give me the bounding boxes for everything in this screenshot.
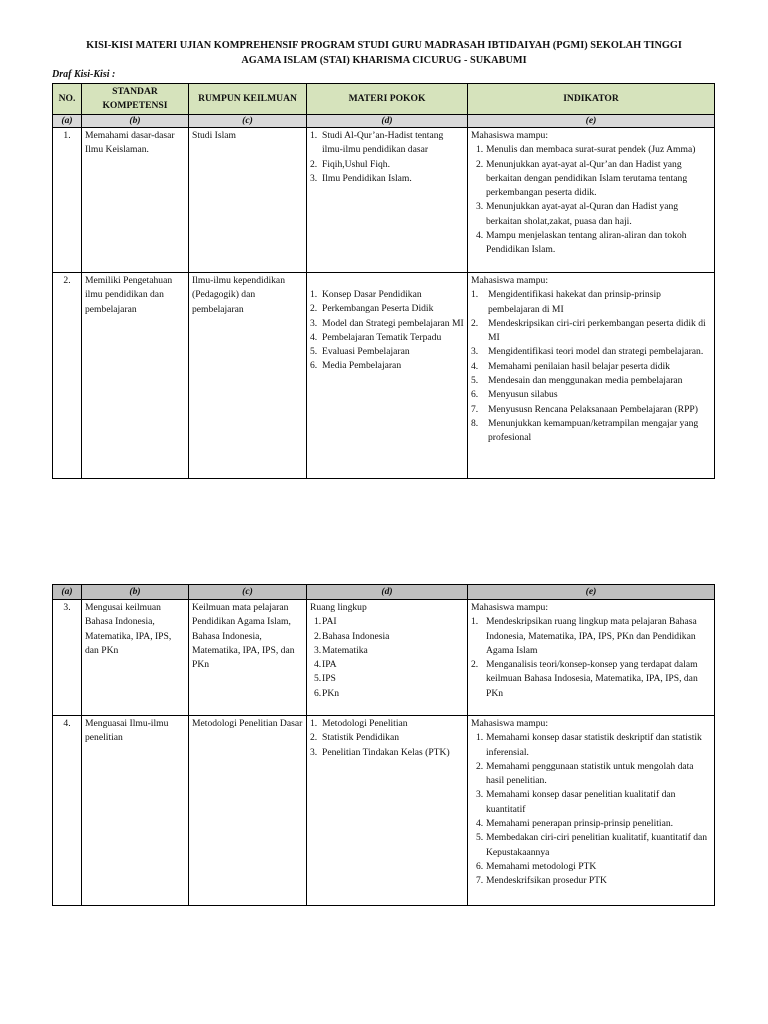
letter-a: (a): [53, 115, 82, 128]
list-item: 5. Membedakan ciri-ciri penelitian kualitatif, kuantitatif dan Kepustakaannya: [476, 832, 708, 858]
letter-a: (a): [53, 585, 82, 600]
standar-kompetensi: Memiliki Pengetahuan ilmu pendidikan dan pembelajaran: [82, 273, 189, 479]
column-letter-row: [53, 115, 715, 128]
draf-label: Draf Kisi-Kisi :: [52, 69, 116, 80]
list-item: 4. IPA: [314, 659, 337, 671]
list-item: 5. Mendesain dan menggunakan media pembelajaran: [471, 375, 683, 387]
header-row: [53, 84, 715, 115]
list-item: 3. Model dan Strategi pembelajaran MI: [310, 317, 464, 329]
list-item: 4. Memahami penilaian hasil belajar peserta didik: [471, 360, 670, 372]
list-item: 4. Memahami penerapan prinsip-prinsip penelitian.: [476, 818, 674, 830]
materi-pokok: [307, 716, 468, 906]
list-item: 2. Fiqih,Ushul Fiqh.: [310, 158, 390, 170]
header-rumpun: RUMPUN KEILMUAN: [189, 84, 307, 115]
list-item: 1. Memahami konsep dasar statistik deskriptif dan statistik inferensial.: [476, 732, 702, 758]
title-line-1: KISI-KISI MATERI UJIAN KOMPREHENSIF PROGRAM STUDI GURU MADRASAH IBTIDAIYAH (PGMI) SEKOLAH TINGGI: [86, 40, 682, 51]
row-number: 1.: [53, 128, 82, 273]
list-item: 2. Bahasa Indonesia: [314, 630, 390, 642]
header-standar: STANDAR KOMPETENSI: [82, 84, 189, 115]
letter-e: (e): [468, 585, 715, 600]
list-item: 6. Memahami metodologi PTK: [476, 860, 597, 872]
header-indikator: INDIKATOR: [468, 84, 715, 115]
indikator: [468, 600, 715, 716]
list-item: 6. PKn: [314, 687, 340, 699]
row-number: 4.: [53, 716, 82, 906]
letter-b: (b): [82, 585, 189, 600]
list-item: 3. Penelitian Tindakan Kelas (PTK): [310, 746, 450, 758]
table-row: [53, 716, 715, 906]
header-materi: MATERI POKOK: [307, 84, 468, 115]
list-item: 3. Matematika: [314, 644, 368, 656]
list-item: 2. Perkembangan Peserta Didik: [310, 303, 434, 315]
rumpun-keilmuan: Ilmu-ilmu kependidikan (Pedagogik) dan pembelajaran: [189, 273, 307, 479]
document-title: [52, 38, 716, 68]
list-item: 2. Menunjukkan ayat-ayat al-Qur’an dan Hadist yang berkaitan dengan pendidikan Islam terutama tentang perkembangan peserta didik.: [476, 158, 688, 199]
materi-pokok: [307, 128, 468, 273]
materi-pokok: [307, 273, 468, 479]
list-item: 2. Memahami penggunaan statistik untuk mengolah data hasil penelitian.: [476, 760, 694, 787]
letter-d: (d): [307, 115, 468, 128]
indikator-intro: Mahasiswa mampu:: [471, 602, 549, 613]
standar-kompetensi: Memahami dasar-dasar Ilmu Keislaman.: [82, 128, 189, 273]
indikator-intro: Mahasiswa mampu:: [471, 275, 549, 286]
materi-pokok: [307, 600, 468, 716]
list-item: 1. Mendeskripsikan ruang lingkup mata pelajaran Bahasa Indonesia, Matematika, IPA, IPS, PKn dan Pendidikan Agama Islam: [471, 616, 697, 656]
list-item: 1. Studi Al-Qur’an-Hadist tentang ilmu-ilmu pendidikan dasar: [310, 130, 444, 156]
standar-kompetensi: Menguasai Ilmu-ilmu penelitian: [82, 716, 189, 906]
list-item: 3. Mengidentifikasi teori model dan strategi pembelajaran.: [471, 346, 704, 358]
indikator: [468, 716, 715, 906]
indikator: [468, 128, 715, 273]
list-item: 2. Menganalisis teori/konsep-konsep yang terdapat dalam keilmuan Bahasa Indosesia, Matematika, IPA, IPS, dan PKn: [471, 659, 698, 699]
letter-d: (d): [307, 585, 468, 600]
kisi-table-1: [52, 83, 715, 479]
letter-c: (c): [189, 585, 307, 600]
list-item: 1. Metodologi Penelitian: [310, 718, 408, 729]
indikator-intro: Mahasiswa mampu:: [471, 130, 549, 141]
column-letter-row: [53, 585, 715, 600]
list-item: 4. Pembelajaran Tematik Terpadu: [310, 331, 442, 343]
rumpun-keilmuan: Studi Islam: [189, 128, 307, 273]
standar-kompetensi: Mengusai keilmuan Bahasa Indonesia, Matematika, IPA, IPS, dan PKn: [82, 600, 189, 716]
indikator: [468, 273, 715, 479]
table-row: [53, 128, 715, 273]
rumpun-keilmuan: Keilmuan mata pelajaran Pendidikan Agama Islam, Bahasa Indonesia, Matematika, IPA, IPS, dan PKn: [189, 600, 307, 716]
table-row: [53, 600, 715, 716]
row-number: 2.: [53, 273, 82, 479]
list-item: 2. Statistik Pendidikan: [310, 732, 400, 744]
list-item: 3. Menunjukkan ayat-ayat al-Quran dan Hadist yang berkaitan sholat,zakat, puasa dan haji.: [476, 201, 679, 227]
list-item: 7. Mendeskrifsikan prosedur PTK: [476, 875, 607, 887]
table-row: [53, 273, 715, 479]
materi-intro: Ruang lingkup: [310, 602, 367, 613]
row-number: 3.: [53, 600, 82, 716]
list-item: 2. Mendeskripsikan ciri-ciri perkembangan peserta didik di MI: [471, 317, 706, 344]
letter-b: (b): [82, 115, 189, 128]
list-item: 8. Menunjukkan kemampuan/ketrampilan mengajar yang profesional: [471, 417, 699, 444]
list-item: 5. Evaluasi Pembelajaran: [310, 346, 410, 358]
list-item: 6. Menyusun silabus: [471, 389, 558, 401]
letter-c: (c): [189, 115, 307, 128]
list-item: 3. Ilmu Pendidikan Islam.: [310, 172, 412, 184]
title-line-2: AGAMA ISLAM (STAI) KHARISMA CICURUG - SUKABUMI: [241, 55, 527, 66]
indikator-intro: Mahasiswa mampu:: [471, 718, 549, 729]
list-item: 6. Media Pembelajaran: [310, 360, 402, 372]
list-item: 7. Menyususn Rencana Pelaksanaan Pembelajaran (RPP): [471, 403, 698, 415]
list-item: 1. Menulis dan membaca surat-surat pendek (Juz Amma): [476, 144, 696, 156]
rumpun-keilmuan: Metodologi Penelitian Dasar: [189, 716, 307, 906]
list-item: 5. IPS: [314, 673, 336, 685]
kisi-table-2: [52, 584, 715, 906]
list-item: 3. Memahami konsep dasar penelitian kualitatif dan kuantitatif: [476, 789, 676, 815]
letter-e: (e): [468, 115, 715, 128]
list-item: 1. Konsep Dasar Pendidikan: [310, 289, 422, 300]
list-item: 1. Mengidentifikasi hakekat dan prinsip-prinsip pembelajaran di MI: [471, 289, 661, 315]
list-item: 4. Mampu menjelaskan tentang aliran-aliran dan tokoh Pendidikan Islam.: [476, 230, 687, 256]
header-no: NO.: [53, 84, 82, 115]
list-item: 1. PAI: [314, 616, 337, 628]
